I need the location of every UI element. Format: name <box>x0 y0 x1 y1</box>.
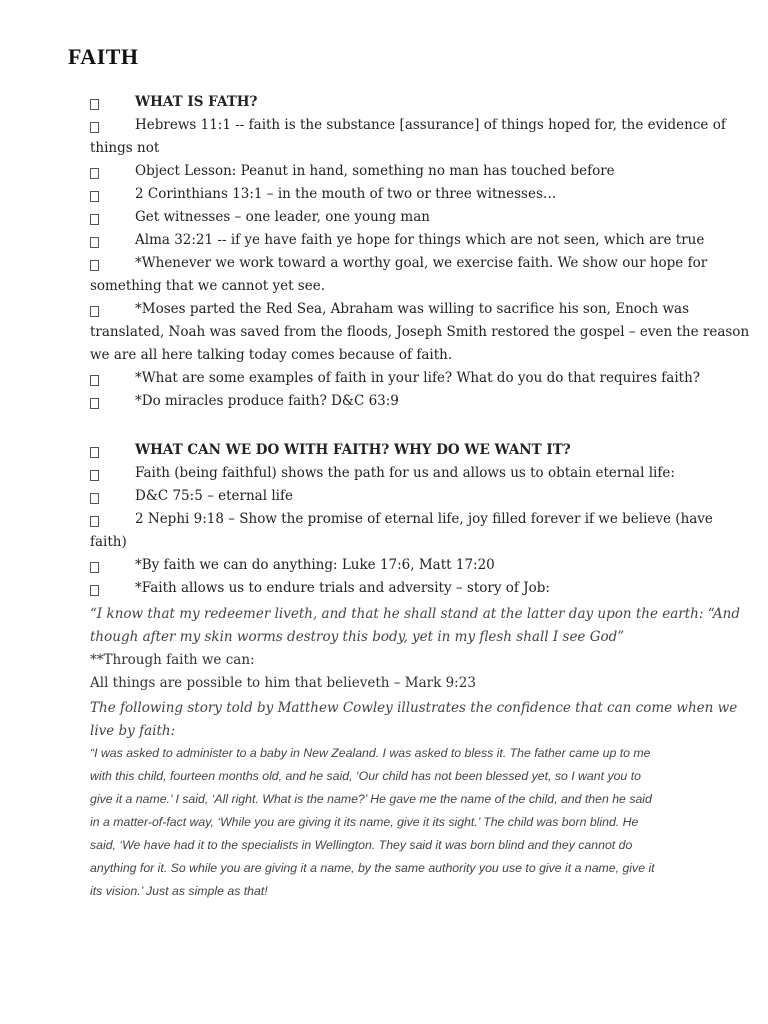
through-faith-label: **Through faith we can: <box>90 652 255 668</box>
story-intro-line: live by faith: <box>90 723 176 739</box>
job-quote-line: “I know that my redeemer liveth, and that he shall stand at the latter day upon the earth: “And <box>90 606 740 622</box>
faith-item-item-7-cont: translated, Noah was saved from the floods, Joseph Smith restored the gospel – even the reason <box>90 324 750 340</box>
bullet-box-icon <box>90 470 99 481</box>
bullet-box-icon <box>90 447 99 458</box>
bullet-box-icon <box>90 306 99 317</box>
faith-item-item-7-cont: we are all here talking today comes because of faith. <box>90 347 453 363</box>
story-line: its vision.’ Just as simple as that! <box>90 884 268 898</box>
use-item-item-3: 2 Nephi 9:18 – Show the promise of eternal life, joy filled forever if we believe (have <box>135 511 713 527</box>
story-intro-line: The following story told by Matthew Cowley illustrates the confidence that can come when we <box>90 700 738 716</box>
bullet-box-icon <box>90 260 99 271</box>
bullet-box-icon <box>90 585 99 596</box>
faith-item-heading: WHAT IS FATH? <box>135 94 258 110</box>
page-title: FAITH <box>68 44 139 69</box>
faith-item-item-5: Alma 32:21 -- if ye have faith ye hope for things which are not seen, which are true <box>135 232 705 248</box>
bullet-box-icon <box>90 214 99 225</box>
story-line: in a matter-of-fact way, ‘While you are giving it its name, give it its sight.’ The child was born blind. He <box>90 815 639 829</box>
bullet-box-icon <box>90 516 99 527</box>
faith-item-item-9: *Do miracles produce faith? D&C 63:9 <box>135 393 399 409</box>
use-item-item-4: *By faith we can do anything: Luke 17:6, Matt 17:20 <box>135 557 495 573</box>
story-line: give it a name.’ I said, ‘All right. What is the name?’ He gave me the name of the child, and then he said <box>90 792 652 806</box>
use-item-item-1: Faith (being faithful) shows the path for us and allows us to obtain eternal life: <box>135 465 675 481</box>
bullet-box-icon <box>90 493 99 504</box>
faith-item-item-3: 2 Corinthians 13:1 – in the mouth of two or three witnesses… <box>135 186 557 202</box>
bullet-box-icon <box>90 99 99 110</box>
bullet-box-icon <box>90 237 99 248</box>
faith-item-item-4: Get witnesses – one leader, one young man <box>135 209 430 225</box>
use-item-heading: WHAT CAN WE DO WITH FAITH? WHY DO WE WANT IT? <box>135 442 571 458</box>
story-line: anything for it. So while you are giving it a name, by the same authority you use to give it a name, give it <box>90 861 655 875</box>
story-line: said, ‘We have had it to the specialists in Wellington. They said it was born blind and they cannot do <box>90 838 633 852</box>
story-line: with this child, fourteen months old, and he said, ‘Our child has not been blessed yet, so I want you to <box>90 769 641 783</box>
faith-item-item-1-cont: things not <box>90 140 160 156</box>
faith-item-item-8: *What are some examples of faith in your life? What do you do that requires faith? <box>135 370 701 386</box>
bullet-box-icon <box>90 191 99 202</box>
faith-item-item-7: *Moses parted the Red Sea, Abraham was willing to sacrifice his son, Enoch was <box>135 301 690 317</box>
use-item-item-2: D&C 75:5 – eternal life <box>135 488 293 504</box>
use-item-item-3-cont: faith) <box>90 534 127 550</box>
story-line: “I was asked to administer to a baby in New Zealand. I was asked to bless it. The father came up to me <box>90 746 651 760</box>
job-quote-line: though after my skin worms destroy this body, yet in my flesh shall I see God” <box>90 629 625 645</box>
faith-item-item-1: Hebrews 11:1 -- faith is the substance [assurance] of things hoped for, the evidence of <box>135 117 726 133</box>
bullet-box-icon <box>90 562 99 573</box>
bullet-box-icon <box>90 168 99 179</box>
bullet-box-icon <box>90 122 99 133</box>
faith-item-item-6-cont: something that we cannot yet see. <box>90 278 326 294</box>
mark-quote: All things are possible to him that believeth – Mark 9:23 <box>90 675 476 691</box>
bullet-box-icon <box>90 398 99 409</box>
use-item-item-5: *Faith allows us to endure trials and adversity – story of Job: <box>135 580 550 596</box>
bullet-box-icon <box>90 375 99 386</box>
faith-item-item-6: *Whenever we work toward a worthy goal, we exercise faith. We show our hope for <box>135 255 708 271</box>
faith-item-item-2: Object Lesson: Peanut in hand, something no man has touched before <box>135 163 615 179</box>
